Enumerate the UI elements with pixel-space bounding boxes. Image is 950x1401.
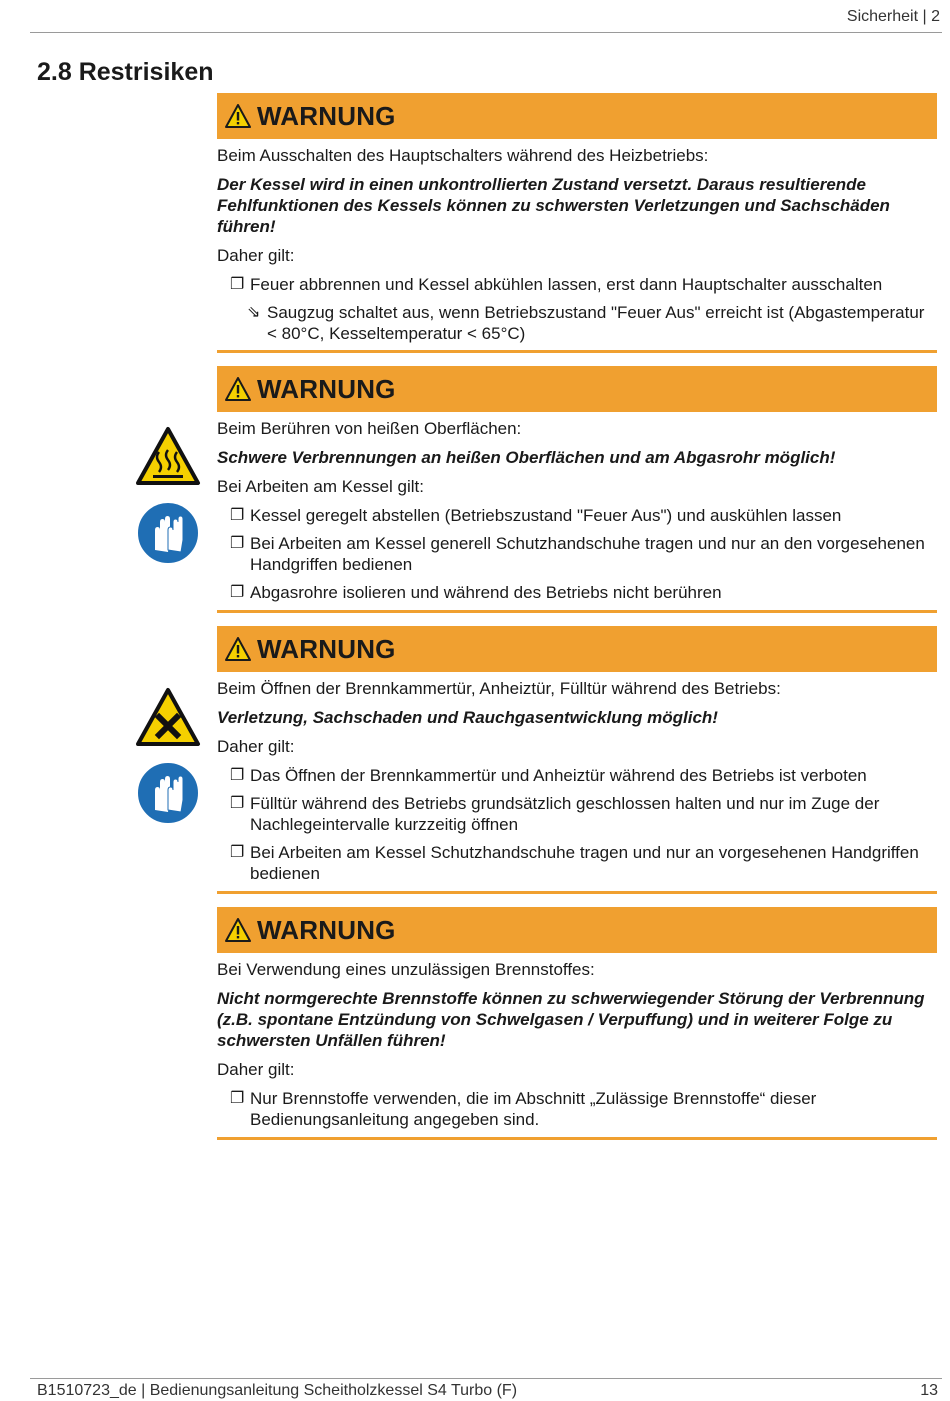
wear-gloves-icon <box>135 760 201 826</box>
section-title: 2.8 Restrisiken <box>37 58 214 86</box>
warning-header-bar <box>217 907 937 953</box>
warning-consequence: Verletzung, Sachschaden und Rauchgasentwicklung möglich! <box>217 708 718 727</box>
warning-label: WARNUNG <box>257 914 396 945</box>
warning-triangle-icon <box>225 918 251 942</box>
warning-triangle-icon <box>225 104 251 128</box>
warning-end-rule <box>217 350 937 353</box>
instruction-step <box>230 582 937 603</box>
step-text: Nur Brennstoffe verwenden, die im Abschnitt „Zulässige Brennstoffe“ dieser Bedienungsanleitung angegeben sind. <box>250 1089 817 1129</box>
hot-surface-warning-icon <box>135 426 201 486</box>
warning-consequence: Schwere Verbrennungen an heißen Oberflächen und am Abgasrohr möglich! <box>217 448 836 467</box>
checkbox-bullet-icon: ❐ <box>230 844 245 861</box>
warning-label: WARNUNG <box>257 633 396 664</box>
footer-document-reference: B1510723_de | Bedienungsanleitung Scheitholzkessel S4 Turbo (F) <box>37 1382 518 1399</box>
checkbox-bullet-icon: ❐ <box>230 535 245 552</box>
warning-end-rule <box>217 610 937 613</box>
warning-block-main-switch <box>217 93 937 353</box>
warning-intro: Beim Öffnen der Brennkammertür, Anheiztür, Fülltür während des Betriebs: <box>217 679 781 698</box>
checkbox-bullet-icon: ❐ <box>230 276 245 293</box>
harmful-substance-warning-icon <box>135 687 201 747</box>
warning-block-fuel <box>217 907 937 1140</box>
warning-intro: Bei Verwendung eines unzulässigen Brennstoffes: <box>217 960 595 979</box>
instruction-step <box>230 793 937 835</box>
page-header-section-ref: Sicherheit | 2 <box>846 8 940 25</box>
result-step <box>247 302 937 344</box>
warning-label: WARNUNG <box>257 100 396 131</box>
checkbox-bullet-icon: ❐ <box>230 795 245 812</box>
instruction-step <box>230 1088 937 1130</box>
checkbox-bullet-icon: ❐ <box>230 1090 245 1107</box>
step-text: Kessel geregelt abstellen (Betriebszustand "Feuer Aus") und auskühlen lassen <box>250 506 842 525</box>
warning-rule-label: Daher gilt: <box>217 1060 295 1079</box>
warning-block-doors <box>217 626 937 894</box>
warning-triangle-icon <box>225 637 251 661</box>
checkbox-bullet-icon: ❐ <box>230 767 245 784</box>
warning-intro: Beim Ausschalten des Hauptschalters während des Heizbetriebs: <box>217 146 709 165</box>
warning-consequence: Der Kessel wird in einen unkontrollierten Zustand versetzt. Daraus resultierende Fehlfunktionen des Kessels können zu schwersten Verletzungen und Sachschäden führen! <box>217 175 890 236</box>
warning-rule-label: Daher gilt: <box>217 737 295 756</box>
result-arrow-icon: ⇘ <box>247 304 261 321</box>
warning-triangle-icon <box>225 377 251 401</box>
warning-consequence: Nicht normgerechte Brennstoffe können zu schwerwiegender Störung der Verbrennung (z.B. spontane Entzündung von Schwelgasen / Verpuffung) und in weiterer Folge zu schwersten Unfällen führen! <box>217 989 925 1050</box>
checkbox-bullet-icon: ❐ <box>230 507 245 524</box>
instruction-step <box>230 274 937 295</box>
warning-rule-label: Bei Arbeiten am Kessel gilt: <box>217 477 424 496</box>
instruction-step <box>230 533 937 575</box>
step-text: Fülltür während des Betriebs grundsätzlich geschlossen halten und nur im Zuge der Nachlegeintervalle kurzzeitig öffnen <box>250 794 880 834</box>
warning-header-bar <box>217 93 937 139</box>
instruction-step <box>230 505 937 526</box>
result-text: Saugzug schaltet aus, wenn Betriebszustand "Feuer Aus" erreicht ist (Abgastemperatur < 80°C, Kesseltemperatur < 65°C) <box>267 303 925 343</box>
step-text: Das Öffnen der Brennkammertür und Anheiztür während des Betriebs ist verboten <box>250 766 867 785</box>
checkbox-bullet-icon: ❐ <box>230 584 245 601</box>
header-divider <box>30 32 942 33</box>
instruction-step <box>230 765 937 786</box>
step-text: Feuer abbrennen und Kessel abkühlen lassen, erst dann Hauptschalter ausschalten <box>250 275 883 294</box>
footer-page-number: 13 <box>920 1382 938 1399</box>
step-text: Bei Arbeiten am Kessel generell Schutzhandschuhe tragen und nur an den vorgesehenen Handgriffen bedienen <box>250 534 925 574</box>
instruction-step <box>230 842 937 884</box>
footer-divider <box>30 1378 942 1379</box>
warning-end-rule <box>217 891 937 894</box>
warning-intro: Beim Berühren von heißen Oberflächen: <box>217 419 522 438</box>
warning-end-rule <box>217 1137 937 1140</box>
warning-block-hot-surfaces <box>217 366 937 613</box>
warning-rule-label: Daher gilt: <box>217 246 295 265</box>
wear-gloves-icon <box>135 500 201 566</box>
warning-header-bar <box>217 626 937 672</box>
step-text: Abgasrohre isolieren und während des Betriebs nicht berühren <box>250 583 722 602</box>
step-text: Bei Arbeiten am Kessel Schutzhandschuhe tragen und nur an vorgesehenen Handgriffen bedienen <box>250 843 919 883</box>
warning-label: WARNUNG <box>257 373 396 404</box>
warning-header-bar <box>217 366 937 412</box>
